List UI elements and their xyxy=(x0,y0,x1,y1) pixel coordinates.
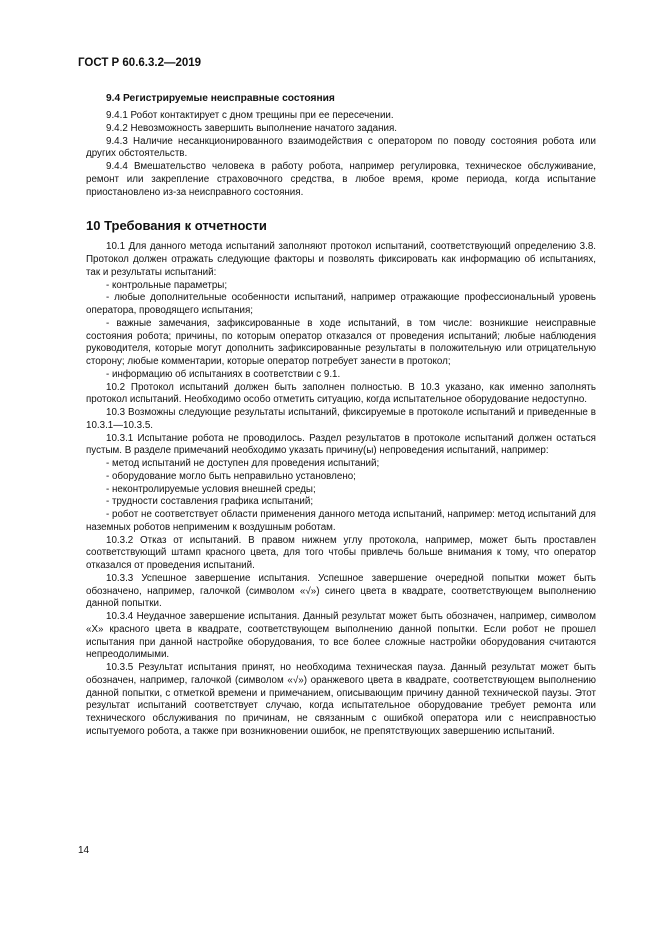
paragraph-10-3-1: 10.3.1 Испытание робота не проводилось. Раздел результатов в протоколе испытаний должен остаться пустым. В разделе примечаний необходимо указать причину(ы) непроведения испытаний, например: xyxy=(86,432,596,457)
section-9-4-title: 9.4 Регистрируемые неисправные состояния xyxy=(106,93,335,104)
document-id: ГОСТ Р 60.6.3.2—2019 xyxy=(78,57,202,69)
paragraph-10-3: 10.3 Возможны следующие результаты испытаний, фиксируемые в протоколе испытаний и приведенные в 10.3.1—10.3.5. xyxy=(86,407,596,431)
list-item: - контрольные параметры; xyxy=(106,279,228,291)
list-item: - метод испытаний не доступен для проведения испытаний; xyxy=(106,458,380,469)
paragraph-9-4-2: 9.4.2 Невозможность завершить выполнение начатого задания. xyxy=(106,122,397,134)
paragraph-10-3-5: 10.3.5 Результат испытания принят, но необходима техническая пауза. Данный результат может быть обозначен, например, галочкой (символом «√») оранжевого цвета в квадрате, соответствующем выполнению данной попытки, с отметкой времени и примечанием, описывающим причину данной технической паузы. Этот результат испытаний соответствует случаю, когда испытательное оборудование требует ремонта или технического обслуживания по причинам, не связанным с ошибкой оператора или с неисправностью испытуемого робота, а также при возникновении ошибок, не препятствующих завершению испытаний. xyxy=(86,662,596,737)
page-number: 14 xyxy=(78,845,90,856)
list-item: - важные замечания, зафиксированные в ходе испытаний, в том числе: возникшие неисправные состояния робота; причины, по которым оператор отказался от проведения испытаний; любые наблюдения руководителя, которые могут дополнить зафиксированные результаты в положительную или отрицательную сторону; любые комментарии, которые оператор потребует занести в протокол; xyxy=(86,317,596,367)
paragraph-10-1: 10.1 Для данного метода испытаний заполняют протокол испытаний, соответствующий определению 3.8. Протокол должен отражать следующие факторы и позволять фиксировать как информацию об испытаниях, так и результаты испытаний: xyxy=(86,241,596,278)
section-10-title: 10 Требования к отчетности xyxy=(86,218,267,234)
paragraph-9-4-1: 9.4.1 Робот контактирует с дном трещины при ее пересечении. xyxy=(106,110,394,121)
list-item: - робот не соответствует области применения данного метода испытаний, например: метод испытаний для наземных роботов неприменим к воздушным роботам. xyxy=(86,509,596,533)
list-item: - оборудование могло быть неправильно установлено; xyxy=(106,470,356,482)
paragraph-10-2: 10.2 Протокол испытаний должен быть заполнен полностью. В 10.3 указано, как именно заполнять протокол испытаний. Необходимо особо отметить ситуацию, когда испытательное оборудование недоступно. xyxy=(86,381,596,406)
list-item: - неконтролируемые условия внешней среды; xyxy=(106,483,316,495)
list-item: - трудности составления графика испытаний; xyxy=(106,496,314,508)
list-item: - любые дополнительные особенности испытаний, например отражающие профессиональный уровень оператора, проводящего испытания; xyxy=(86,292,596,316)
paragraph-10-3-2: 10.3.2 Отказ от испытаний. В правом нижнем углу протокола, например, может быть проставлен соответствующий штамп красного цвета, для того чтобы привлечь больше внимания к тому, что оператор отказался от проведения испытаний. xyxy=(86,534,596,571)
paragraph-9-4-3: 9.4.3 Наличие несанкционированного взаимодействия с оператором по поводу состояния робота или других обстоятельств. xyxy=(86,135,596,160)
paragraph-10-3-4: 10.3.4 Неудачное завершение испытания. Данный результат может быть обозначен, например, символом «X» красного цвета в квадрате, соответствующем выполнению данной попытки. Если робот не прошел испытания при данной настройке оборудования, то все более сложные настройки оборудования считаются непреодолимыми. xyxy=(86,611,596,661)
page-body xyxy=(86,93,596,739)
paragraph-10-3-3: 10.3.3 Успешное завершение испытания. Успешное завершение очередной попытки может быть обозначено, например, галочкой (символом «√») синего цвета в квадрате, соответствующем выполнению данной попытки. xyxy=(86,572,596,610)
list-item: - информацию об испытаниях в соответствии с 9.1. xyxy=(106,368,341,380)
paragraph-9-4-4: 9.4.4 Вмешательство человека в работу робота, например регулировка, техническое обслуживание, ремонт или закрепление страховочного средства, в любое время, кроме периода, когда испытание приостановлено из-за неисправного состояния. xyxy=(86,161,596,198)
